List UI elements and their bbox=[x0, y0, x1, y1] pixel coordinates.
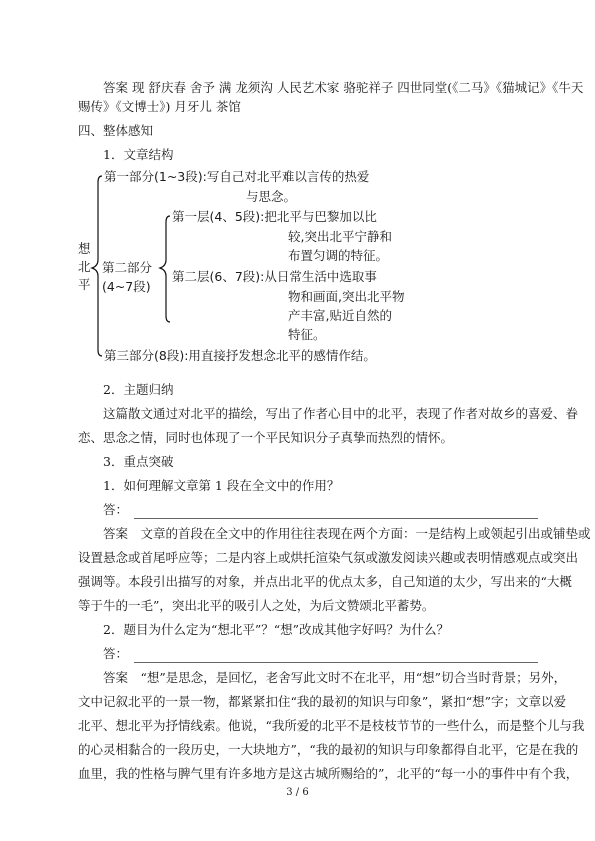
answer-2-line-4: 的心灵相黏合的一段历史，一大块地方”，“我的最初的知识与印象都得自北平，它是在我的 bbox=[78, 742, 579, 757]
part2-label-2: (4~7段) bbox=[102, 279, 151, 294]
layer1-line-1: 第一层(4、5段):把北平与巴黎加以比 bbox=[172, 209, 377, 224]
answer-1-line-4: 等于牛的一毛”，突出北平的吸引人之处，为后文赞颂北平蓄势。 bbox=[78, 598, 435, 613]
theme-line-2: 恋、思念之情，同时也体现了一个平民知识分子真挚而热烈的情怀。 bbox=[78, 430, 454, 445]
answer-rule bbox=[134, 504, 538, 519]
layer1-line-3: 布置匀调的特征。 bbox=[288, 248, 389, 263]
page-number: 3 / 6 bbox=[286, 787, 309, 798]
question-1: 1．如何理解文章第 1 段在全文中的作用？ bbox=[103, 478, 340, 493]
layer2-line-4: 特征。 bbox=[288, 327, 326, 342]
answers-line-1: 答案 现 舒庆春 舍予 满 龙须沟 人民艺术家 骆驼祥子 四世同堂(《二马》《猫城记》《牛天 bbox=[103, 80, 584, 95]
root-bracket bbox=[92, 176, 102, 356]
item-3-title: 3．重点突破 bbox=[103, 454, 174, 469]
part1-line-1: 第一部分(1~3段):写自己对北平难以言传的热爱 bbox=[104, 169, 370, 184]
answer-2-line-1: 答案 “想”是思念，是回忆，老舍写此文时不在北平，用“想”切合当时背景；另外， bbox=[103, 670, 567, 685]
answer-2-line-2: 文中记叙北平的一景一物，都紧紧扣住“我的最初的知识与印象”，紧扣“想”字；文章以爱 bbox=[78, 694, 567, 709]
answer-1-line-2: 设置悬念或首尾呼应等；二是内容上或烘托渲染气氛或激发阅读兴趣或表明情感观点或突出 bbox=[78, 550, 579, 565]
answer-2-line-5: 血里，我的性格与脾气里有许多地方是这古城所赐给的”，北平的“每一小的事件中有个我， bbox=[78, 766, 579, 781]
answer-1-blank[interactable] bbox=[78, 500, 538, 519]
answer-prompt: 答： bbox=[103, 646, 129, 661]
answer-prompt: 答： bbox=[103, 502, 129, 517]
part3-line-1: 第三部分(8段):用直接抒发想念北平的感情作结。 bbox=[104, 348, 376, 363]
layer1-line-2: 较,突出北平宁静和 bbox=[288, 229, 392, 244]
answer-2-blank[interactable] bbox=[78, 644, 538, 663]
answer-2-line-3: 北平、想北平为抒情线索。他说，“我所爱的北平不是枝枝节节的一些什么，而是整个儿与我 bbox=[78, 718, 585, 733]
layer2-line-1: 第二层(6、7段):从日常生活中选取事 bbox=[172, 269, 377, 284]
layer2-line-2: 物和画面,突出北平物 bbox=[288, 289, 405, 304]
item-2-title: 2．主题归纳 bbox=[103, 382, 174, 397]
part1-line-2: 与思念。 bbox=[246, 189, 297, 204]
part2-label-1: 第二部分 bbox=[102, 260, 153, 275]
structure-diagram bbox=[78, 168, 438, 368]
answers-line-2: 赐传》《文博士》) 月牙儿 茶馆 bbox=[78, 99, 241, 114]
question-2: 2．题目为什么定为“想北平”？“想”改成其他字好吗？为什么？ bbox=[103, 622, 450, 637]
layer2-line-3: 产丰富,贴近自然的 bbox=[288, 308, 392, 323]
theme-line-1: 这篇散文通过对北平的描绘，写出了作者心目中的北平，表现了作者对故乡的喜爱、眷 bbox=[103, 406, 579, 421]
part2-bracket bbox=[160, 216, 170, 322]
answer-1-line-1: 答案 文章的首段在全文中的作用往往表现在两个方面：一是结构上或领起引出或铺垫或 bbox=[103, 526, 591, 541]
root-char-3: 平 bbox=[78, 277, 91, 292]
root-char-2: 北 bbox=[78, 259, 91, 274]
section-4-title: 四、整体感知 bbox=[78, 123, 154, 138]
root-char-1: 想 bbox=[78, 241, 91, 256]
answer-1-line-3: 强调等。本段引出描写的对象，并点出北平的优点太多，自己知道的太少，写出来的“大概 bbox=[78, 574, 572, 589]
item-1-title: 1．文章结构 bbox=[103, 147, 174, 162]
answer-rule bbox=[134, 648, 538, 663]
